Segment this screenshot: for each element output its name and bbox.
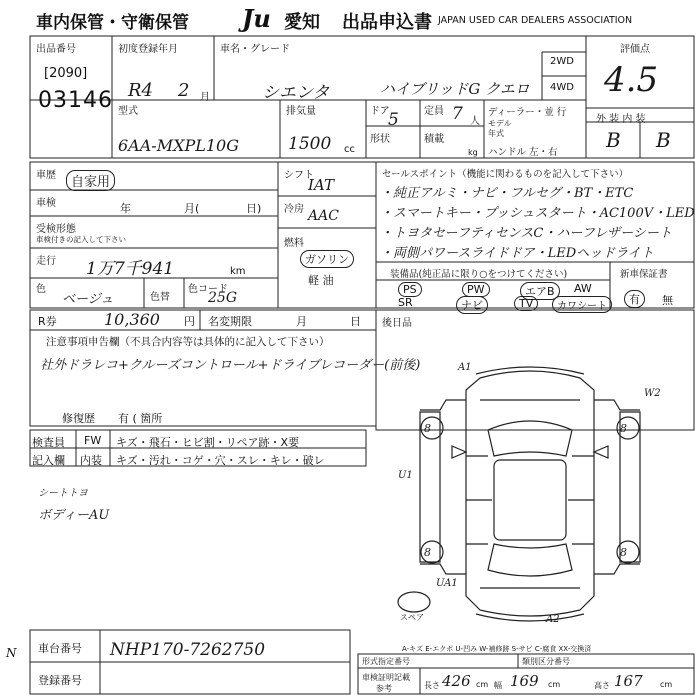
registration-number-label: 登録番号 [38, 674, 82, 687]
spare-tire-label: スペア [400, 613, 424, 622]
inspection-day: 日) [246, 202, 262, 215]
inspector-note-seat: シートトヨ [38, 488, 88, 499]
handle-label: ハンドル 左・右 [488, 147, 558, 158]
month-unit: 月 [200, 92, 210, 103]
name-change-day: 日 [350, 315, 361, 328]
sales-point-line: ・純正アルミ・ナビ・フルセグ・BT・ETC [380, 186, 634, 201]
shift-value: IAT [308, 176, 334, 194]
interior-grade: B [656, 128, 671, 152]
equipment-sr: SR [398, 296, 413, 309]
dims-label: 車検証明記載 [362, 673, 410, 682]
doors-label: ドア [370, 106, 390, 117]
equipment-label: 装備品(純正品に限り○をつけてください) [390, 269, 568, 280]
length-unit: cm [476, 680, 489, 689]
logo-aichi: 愛知 [284, 12, 320, 33]
equipment-tv: TV [514, 296, 538, 311]
wheel-mark: 8 [620, 422, 627, 435]
rating-label: 評価点 [620, 44, 650, 55]
width-label: 幅 [494, 681, 502, 690]
equipment-navi: ナビ [456, 296, 488, 314]
equipment-pw: PW [462, 282, 490, 297]
load-label: 積載 [424, 134, 444, 145]
frame-number-label: 車台番号 [38, 642, 82, 655]
repair-history-label: 修復歴 [62, 412, 95, 425]
fuel-gasoline-circled: ガソリン [300, 250, 354, 268]
notes-text: 社外ドラレコ+クルーズコントロール+ドライブレコーダー(前後) [40, 358, 421, 373]
rear-items-label: 後日品 [382, 318, 412, 329]
damage-mark-u1: U1 [398, 470, 413, 481]
damage-mark-ua1: UA1 [436, 578, 458, 589]
kg-unit: kg [468, 148, 478, 157]
first-registration-era: R4 [128, 80, 154, 101]
capacity-unit: 人 [470, 116, 480, 127]
recycle-label: R券 [38, 315, 57, 328]
displacement-value: 1500 [288, 134, 332, 154]
color-code-value: 25G [208, 290, 237, 306]
association-name: JAPAN USED CAR DEALERS ASSOCIATION [438, 15, 633, 26]
dims-ref: 参考 [376, 684, 392, 693]
width-value: 169 [510, 672, 539, 690]
damage-legend: A-キズ E-エクボ U-凹み W-補修跡 S-サビ C-腐食 XX-交換済 [402, 645, 592, 653]
model-label: 型式 [118, 106, 138, 117]
height-unit: cm [660, 680, 673, 689]
name-change-label: 名変期限 [208, 315, 252, 328]
sales-point-line: ・両側パワースライドドア・LEDヘッドライト [380, 246, 654, 261]
inspector-note-body: ボディーAU [38, 508, 110, 523]
side-mark: N [6, 646, 17, 660]
frame-number-value: NHP170-7262750 [110, 640, 266, 660]
fw-label: FW [84, 434, 102, 447]
entry-label: 記入欄 [32, 454, 65, 467]
drive-2wd: 2WD [550, 56, 574, 67]
cooler-label: 冷房 [284, 204, 304, 215]
equipment-aw: AW [574, 282, 592, 295]
wheel-mark: 8 [620, 546, 627, 559]
displacement-label: 排気量 [286, 106, 316, 117]
km-unit: km [230, 266, 246, 277]
inspection-month: 月( [184, 202, 200, 215]
ext-int-label: 外 装 内 装 [596, 114, 646, 125]
capacity-label: 定員 [424, 106, 444, 117]
car-name-value: シエンタ [262, 83, 330, 103]
model-year-label: モデル [488, 119, 512, 128]
sales-points-label: セールスポイント（機能に関わるものを記入して下さい） [382, 169, 629, 180]
shape-label: 形状 [370, 134, 390, 145]
equipment-seat: カワシート [552, 296, 612, 313]
grade-value: ハイブリッドG クエロ [380, 80, 530, 98]
color-value: ベージュ [62, 292, 114, 307]
dealer-label: ディーラー・並 行 [488, 107, 567, 118]
history-label: 車歴 [36, 170, 56, 181]
year-label: 年式 [488, 129, 504, 138]
damage-mark-a1-top: A1 [458, 362, 472, 373]
recycle-value: 10,360 [104, 310, 160, 329]
car-body-diagram [380, 360, 680, 640]
inspector-label: 検査員 [32, 436, 65, 449]
drive-4wd: 4WD [550, 82, 574, 93]
model-value: 6AA-MXPL10G [118, 136, 239, 155]
damage-mark-a2: A2 [546, 614, 560, 625]
first-registration-label: 初度登録年月 [118, 44, 178, 55]
new-car-warranty-label: 新車保証書 [620, 269, 668, 280]
capacity-value: 7 [452, 104, 463, 124]
cooler-value: AAC [308, 208, 339, 224]
type-cert-label: 形式指定番号 [362, 657, 410, 666]
color-swap-label: 色替 [150, 292, 170, 303]
fw-text: キズ・飛石・ヒビ割・リペア跡・X要 [116, 436, 300, 449]
length-label: 長さ [424, 681, 440, 690]
rating-value: 4.5 [604, 60, 659, 100]
fuel-label: 燃料 [284, 238, 304, 249]
interior-text: キズ・汚れ・コゲ・穴・スレ・キレ・破レ [116, 454, 325, 467]
height-label: 高さ [594, 681, 610, 690]
color-code-label: 色コード [188, 284, 228, 295]
type-class-label: 類別区分番号 [522, 657, 570, 666]
ju-logo: Ju [242, 4, 271, 33]
warranty-no: 無 [662, 294, 673, 307]
height-value: 167 [614, 672, 643, 690]
name-change-month: 月 [296, 315, 307, 328]
form-title: 出品申込書 [342, 12, 432, 33]
sales-point-line: ・トヨタセーフティセンスC・ハーフレザーシート [380, 226, 672, 241]
first-registration-month: 2 [178, 80, 190, 101]
history-value-circled: 自家用 [66, 170, 115, 191]
shift-label: シフト [284, 170, 314, 181]
fuel-gasoline [300, 250, 354, 268]
car-name-label: 車名・グレード [220, 44, 290, 55]
width-unit: cm [548, 680, 561, 689]
lot-number: 03146 [38, 88, 113, 113]
exterior-grade: B [606, 128, 621, 152]
inspection-label: 車検 [36, 198, 56, 209]
lot-number-label: 出品番号 [36, 44, 76, 55]
equipment-airbag: エアB [520, 282, 560, 300]
repair-history-value: 有 ( 箇所 [118, 412, 163, 425]
doors-value: 5 [388, 110, 399, 130]
fuel-diesel: 軽 油 [308, 274, 334, 287]
mileage-value: 1万7千941 [86, 259, 175, 279]
sales-point-line: ・スマートキー・プッシュスタート・AC100V・LED [380, 206, 695, 221]
receipt-label: 受検形態 [36, 224, 76, 235]
recycle-yen: 円 [184, 315, 195, 328]
lot-bracket: [2090] [44, 66, 88, 81]
equipment-ps: PS [398, 282, 422, 297]
damage-mark-w2: W2 [644, 388, 661, 399]
mileage-label: 走行 [36, 256, 56, 267]
inspection-year: 年 [120, 202, 131, 215]
wheel-mark: 8 [424, 546, 431, 559]
length-value: 426 [442, 672, 471, 690]
wheel-mark: 8 [424, 422, 431, 435]
interior-label: 内装 [80, 454, 102, 467]
color-label: 色 [36, 284, 46, 295]
notes-label: 注意事項申告欄（不具合内容等は具体的に記入して下さい） [46, 336, 330, 348]
receipt-note: 車検付きの記入して下さい [36, 235, 126, 244]
history-value [66, 170, 115, 191]
header-title-left: 車内保管・守衛保管 [36, 13, 189, 33]
cc-unit: cc [344, 144, 355, 155]
warranty-yes: 有 [624, 290, 645, 308]
